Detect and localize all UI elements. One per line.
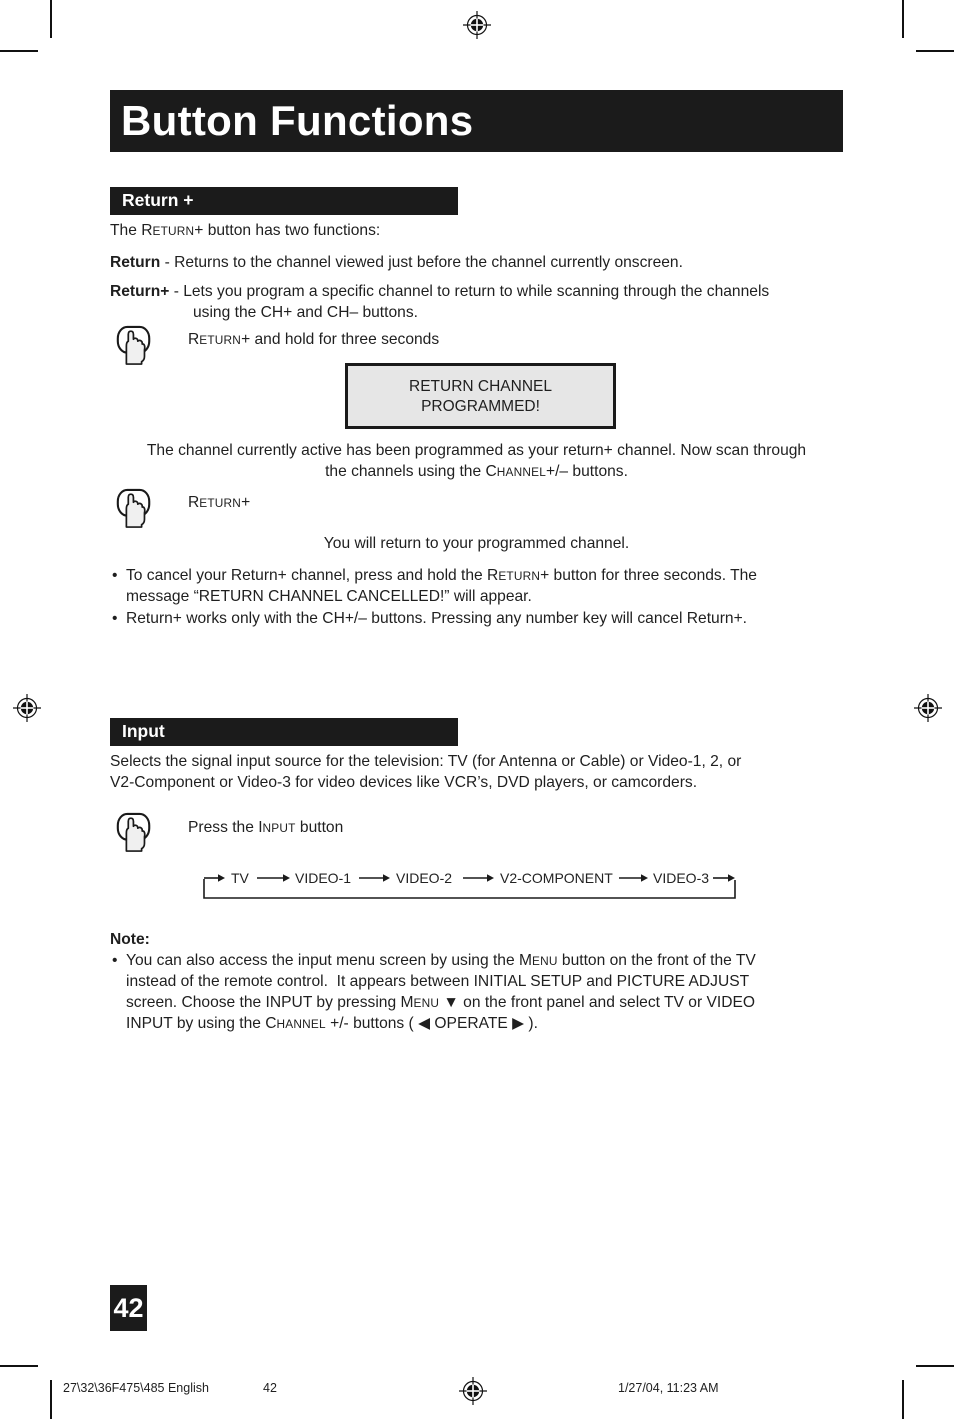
input-cycle-diagram: [203, 866, 737, 900]
bullet-cancel-line1: To cancel your Return+ channel, press and hold the RETURN+ button for three seconds. The: [126, 567, 757, 584]
bullet-marker: •: [112, 610, 118, 627]
paragraph-programmed-line1: The channel currently active has been programmed as your return+ channel. Now scan through: [146, 442, 807, 459]
step-press-return-plus: RETURN+: [188, 494, 251, 511]
page-number-badge: 42: [110, 1285, 147, 1331]
note-line1: You can also access the input menu screen by using the MENU button on the front of the TV: [126, 952, 756, 969]
crop-mark: [0, 50, 38, 52]
cycle-item-video3: VIDEO-3: [653, 870, 710, 886]
registration-crosshair-icon: [13, 694, 41, 722]
message-line2: PROGRAMMED!: [421, 398, 540, 415]
paragraph-return-plus-definition-line2: using the CH+ and CH– buttons.: [193, 304, 418, 321]
paragraph-result: You will return to your programmed channel.: [323, 535, 630, 552]
page-title: Button Functions: [110, 90, 843, 152]
crop-mark: [916, 50, 954, 52]
message-line1: RETURN CHANNEL: [409, 378, 552, 395]
paragraph-return-plus-definition-line1: Return+ - Lets you program a specific channel to return to while scanning through the channels: [110, 283, 770, 300]
registration-crosshair-icon: [914, 694, 942, 722]
press-button-hand-icon: [115, 488, 153, 528]
crop-mark: [50, 0, 52, 38]
bullet-marker: •: [112, 952, 118, 969]
registration-crosshair-icon: [463, 11, 491, 39]
bullet-marker: •: [112, 567, 118, 584]
note-line2: instead of the remote control. It appears between INITIAL SETUP and PICTURE ADJUST: [126, 973, 750, 990]
registration-crosshair-icon: [459, 1377, 487, 1405]
crop-mark: [902, 1380, 904, 1419]
section-heading-input: Input: [110, 718, 458, 746]
cycle-item-video1: VIDEO-1: [295, 870, 352, 886]
crop-mark: [50, 1380, 52, 1419]
bullet-works-only: Return+ works only with the CH+/– buttons. Pressing any number key will cancel Return+.: [126, 610, 748, 627]
crop-mark: [0, 1365, 38, 1367]
footer-page-number: 42: [263, 1381, 277, 1395]
crop-mark: [916, 1365, 954, 1367]
footer-datetime: 1/27/04, 11:23 AM: [618, 1381, 719, 1395]
paragraph-input-desc-line1: Selects the signal input source for the television: TV (for Antenna or Cable) or Video-1, 2, or: [110, 753, 742, 770]
press-button-hand-icon: [115, 812, 153, 852]
note-label: Note:: [110, 931, 150, 948]
paragraph-input-desc-line2: V2-Component or Video-3 for video devices like VCR’s, DVD players, or camcorders.: [110, 774, 698, 791]
step-press-input: Press the INPUT button: [188, 819, 344, 836]
cycle-item-v2-component: V2-COMPONENT: [500, 870, 613, 886]
section-heading-return-plus: Return +: [110, 187, 458, 215]
crop-mark: [902, 0, 904, 38]
note-line4: INPUT by using the CHANNEL +/- buttons ( ◀ OPERATE ▶ ).: [126, 1015, 538, 1032]
press-button-hand-icon: [115, 325, 153, 365]
onscreen-message-box: [345, 363, 616, 429]
step-press-return-plus-hold: RETURN+ and hold for three seconds: [188, 331, 440, 348]
cycle-item-video2: VIDEO-2: [396, 870, 453, 886]
cycle-item-tv: TV: [231, 870, 249, 886]
bullet-cancel-line2: message “RETURN CHANNEL CANCELLED!” will appear.: [126, 588, 532, 605]
note-line3: screen. Choose the INPUT by pressing MENU ▼ on the front panel and select TV or VIDEO: [126, 994, 756, 1011]
paragraph-programmed-line2: the channels using the CHANNEL+/– buttons.: [325, 463, 628, 480]
paragraph-return-definition: Return - Returns to the channel viewed just before the channel currently onscreen.: [110, 254, 683, 271]
paragraph-return-intro: The RETURN+ button has two functions:: [110, 222, 381, 239]
footer-document-name: 27\32\36F475\485 English: [63, 1381, 209, 1395]
